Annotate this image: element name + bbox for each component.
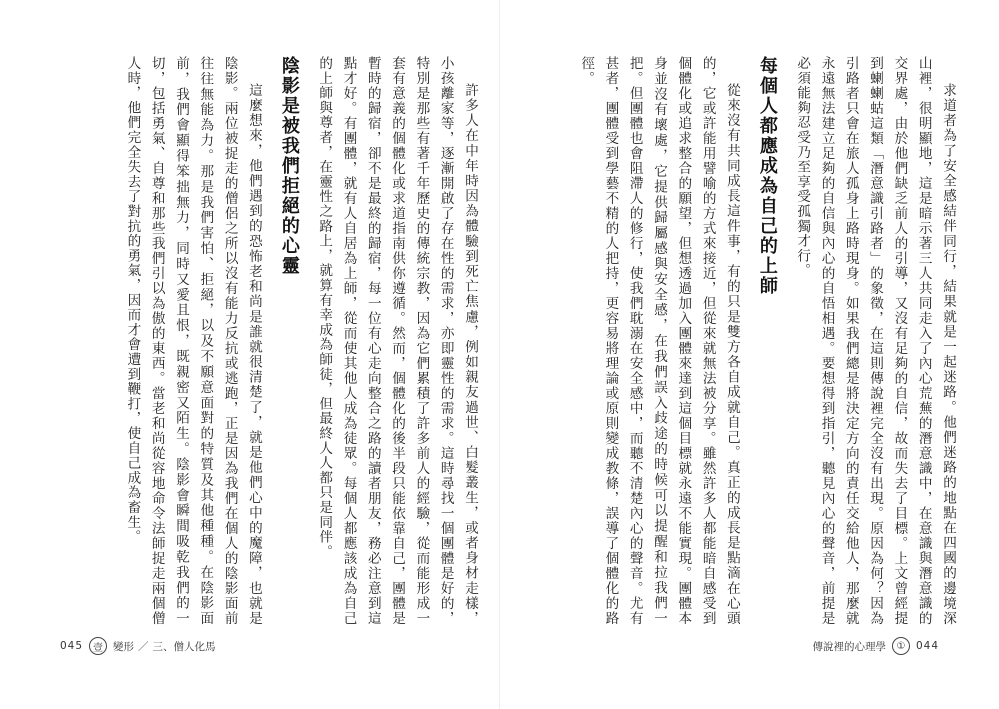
section-label: 變形 <box>113 640 135 653</box>
left-page-body <box>52 56 482 626</box>
volume-circle-badge: ① <box>892 637 910 655</box>
section-heading: 陰影是被我們拒絕的心靈 <box>278 56 300 276</box>
book-title: 傳說裡的心理學 <box>812 640 886 653</box>
right-page-footer <box>812 637 939 655</box>
right-page-body <box>560 56 960 626</box>
page-number: 045 <box>60 640 84 652</box>
chapter-label: 三、僧人化馬 <box>152 640 216 653</box>
paragraph: 這麼想來，他們遇到的恐怖老和尚是誰就很清楚了，就是他們心中的魔障，也就是陰影。兩位被捉走的僧侶之所以沒有能力反抗或逃跑，正是因為我們在個人的陰影面前往往無能為力。那是我們害怕、拒絕，以及不願意面對的特質及其他種種。在陰影面前，我們會顯得笨拙無力，同時又愛且恨，既親密又陌生。陰影會瞬間吸乾我們的一切，包括勇氣、自尊和那些我們引以為傲的東西。當老和尚從容地命令法師捉走兩個僧人時，他們完全失去了對抗的勇氣，因而才會遭到鞭打，使自己成為畜生。 <box>124 56 262 626</box>
part-circle-badge: 壹 <box>89 637 107 655</box>
page-number: 044 <box>915 640 939 652</box>
book-spine <box>499 0 500 709</box>
paragraph: 從來沒有共同成長這件事，有的只是雙方各自成就自己。真正的成長是點滴在心頭的，它或許能用譬喻的方式來接近，但從來就無法被分享。雖然許多人都能暗自感受到個體化或追求整合的願望，但想透過加入團體來達到這個目標就永遠不能實現。團體本身並沒有壞處，它提供歸屬感與安全感，在我們誤入歧途的時候可以提醒和拉我們一把。但團體也會阻滯人的修行，使我們耽溺在安全感中，而聽不清楚內心的聲音。尤有甚者，團體受到學藝不精的人把持，更容易將理論或原則變成教條，誤導了個體化的路徑。 <box>578 56 740 626</box>
section-heading: 每個人都應成為自己的上師 <box>756 56 778 296</box>
separator: ／ <box>138 640 149 653</box>
paragraph: 求道者為了安全感結伴同行，結果就是一起迷路。他們迷路的地點在四國的邊境深山裡，很明顯地，這是暗示著三人共同走入了內心荒蕪的潛意識中，在意識與潛意識的交界處，由於他們缺乏前人的引導，又沒有足夠的自信，故而失去了目標。上文曾經提到蝲蝲蛄這類「潛意識引路者」的象徵，在這則傳說裡完全沒有出現。原因為何？因為引路者只會在旅人孤身上路時現身。如果我們總是將決定方向的責任交給他人，那麼就永遠無法建立足夠的自信與內心的自悟相遇。要想得到指引，聽見內心的聲音，前提是必須能夠忍受乃至享受孤獨才行。 <box>794 56 956 626</box>
left-page-footer <box>60 637 216 655</box>
paragraph: 許多人在中年時因為體驗到死亡焦慮，例如親友過世、白髮叢生，或者身材走樣，小孩離家等，逐漸開啟了存在性的需求，亦即靈性的需求。這時尋找一個團體是好的，特別是那些有著千年歷史的傳統宗教，因為它們累積了許多前人的經驗，從而能形成一套有意義的個體化或求道指南供你遵循。然而，個體化的後半段只能依靠自己，團體是暫時的歸宿，卻不是最終的歸宿，每一位有心走向整合之路的讀者朋友，務必注意到這點才好。有團體，就有人自居為上師，從而使其他人成為徒眾。每個人都應該成為自己的上師與尊者，在靈性之路上，就算有幸成為師徒，但最終人人都只是同伴。 <box>316 56 478 626</box>
